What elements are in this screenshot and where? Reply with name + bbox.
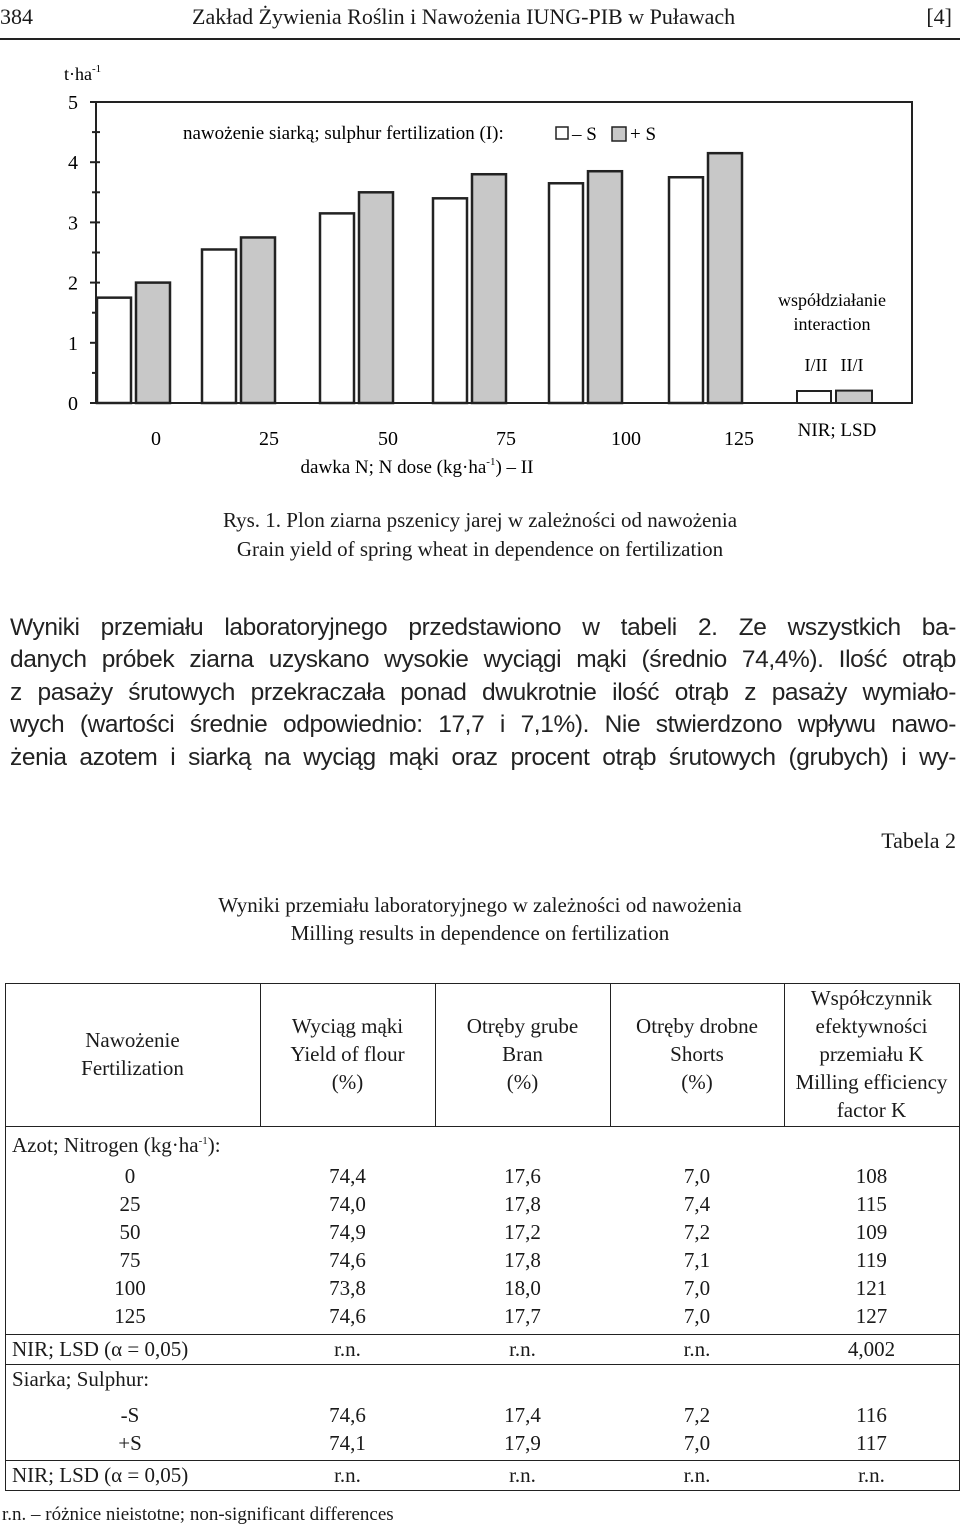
nitrogen-row-value: 7,4 bbox=[683, 1192, 711, 1216]
bar-minus-s bbox=[433, 198, 467, 403]
nitrogen-row-value: 17,8 bbox=[504, 1192, 541, 1216]
bar-plus-s bbox=[472, 174, 506, 403]
sulphur-row-value: 7,0 bbox=[683, 1431, 711, 1455]
nitrogen-row-label: 0 bbox=[124, 1164, 136, 1188]
x-tick-label: 25 bbox=[259, 428, 279, 450]
nitrogen-row-label: 25 bbox=[119, 1192, 141, 1216]
table-bottom-rule bbox=[5, 1490, 960, 1491]
label-text: Azot; Nitrogen (kg·ha bbox=[12, 1133, 199, 1157]
lsd-row-value: r.n. bbox=[858, 1463, 885, 1487]
nitrogen-row-value: 7,0 bbox=[683, 1276, 711, 1300]
lsd-row-value: r.n. bbox=[509, 1337, 536, 1361]
header-text: (%) bbox=[681, 1070, 713, 1094]
lsd-row-value: r.n. bbox=[683, 1463, 711, 1487]
bar-plus-s bbox=[588, 171, 622, 403]
sulphur-row-label: +S bbox=[118, 1431, 142, 1455]
bar-minus-s bbox=[669, 177, 703, 403]
body-line: wych (wartości średnie odpowiednio: 17,7 i 7,1%). Nie stwierdzono wpływu nawo- bbox=[10, 711, 956, 739]
nitrogen-row-value: 7,0 bbox=[683, 1164, 711, 1188]
header-text: (%) bbox=[506, 1070, 539, 1094]
header-text: efektywności bbox=[815, 1014, 928, 1038]
sulphur-row-value: 116 bbox=[856, 1403, 887, 1427]
sulphur-row-value: 74,1 bbox=[329, 1431, 366, 1455]
nitrogen-row-value: 17,7 bbox=[504, 1304, 541, 1328]
bar-plus-s bbox=[241, 237, 275, 403]
grain-yield-bar-chart bbox=[0, 40, 960, 530]
nitrogen-row-value: 17,8 bbox=[504, 1248, 541, 1272]
body-line: z pasaży śrutowych przekraczała ponad dwukrotnie ilość otrąb z pasaży wymiało- bbox=[10, 678, 956, 706]
nitrogen-row-value: 74,4 bbox=[329, 1164, 366, 1188]
sulphur-row-value: 17,9 bbox=[504, 1431, 541, 1455]
body-line: Wyniki przemiału laboratoryjnego przedstawiono w tabeli 2. Ze wszystkich ba- bbox=[10, 614, 956, 641]
y-tick-label: 2 bbox=[68, 272, 78, 295]
nitrogen-row-value: 119 bbox=[856, 1248, 887, 1272]
interaction-title-pl: współdziałanie bbox=[778, 290, 886, 310]
nitrogen-row-value: 7,0 bbox=[683, 1304, 711, 1328]
header-text: Milling efficiency bbox=[795, 1070, 948, 1094]
bar-minus-s bbox=[320, 213, 354, 403]
y-axis-label: $t\cdot ha^{-1}$ bbox=[64, 63, 102, 84]
table-label: Tabela 2 bbox=[881, 828, 956, 853]
body-line: żenia azotem i siarką na wyciąg mąki oraz procent otrąb śrutowych (grubych) i wy- bbox=[10, 743, 956, 771]
x-tick-label: 75 bbox=[496, 428, 516, 450]
x-tick-label: 100 bbox=[611, 428, 641, 450]
header-text: Fertilization bbox=[81, 1056, 184, 1080]
interaction-cat-label: II/I bbox=[840, 355, 864, 375]
x-tick-label: 50 bbox=[378, 428, 398, 450]
sulphur-section-label: Siarka; Sulphur: bbox=[12, 1367, 150, 1391]
nitrogen-row-value: 17,2 bbox=[504, 1220, 541, 1244]
nitrogen-row-value: 74,9 bbox=[329, 1220, 366, 1244]
table-title-pl: Wyniki przemiału laboratoryjnego w zależności od nawożenia bbox=[218, 893, 742, 917]
table-footnote: r.n. – różnice nieistotne; non-significant differences bbox=[2, 1504, 394, 1525]
nitrogen-row-value: 7,1 bbox=[683, 1248, 711, 1272]
lsd-bar bbox=[836, 391, 872, 403]
lsd-label: NIR; LSD bbox=[797, 420, 877, 441]
body-line: danych próbek ziarna uzyskano wysokie wyciągi mąki (średnio 74,4%). Ilość otrąb bbox=[10, 646, 956, 674]
y-tick-label: 0 bbox=[68, 393, 78, 415]
nitrogen-row-value: 127 bbox=[855, 1304, 888, 1328]
bar-plus-s bbox=[359, 192, 393, 403]
nitrogen-row-label: 125 bbox=[114, 1304, 146, 1328]
nitrogen-row-value: 74,0 bbox=[329, 1192, 366, 1216]
sulphur-row-value: 117 bbox=[856, 1431, 887, 1455]
y-tick-label: 4 bbox=[68, 152, 78, 175]
lsd-row-value: r.n. bbox=[334, 1337, 361, 1361]
bar-minus-s bbox=[97, 298, 131, 403]
label-sup: -1 bbox=[198, 1135, 208, 1147]
figure-caption-en: Grain yield of spring wheat in dependence on fertilization bbox=[236, 537, 724, 561]
sulphur-row-value: 17,4 bbox=[504, 1403, 541, 1427]
nitrogen-row-value: 73,8 bbox=[329, 1276, 366, 1300]
label-text: ): bbox=[207, 1133, 221, 1157]
header-text: przemiału K bbox=[819, 1042, 924, 1066]
y-tick-label: 3 bbox=[68, 212, 78, 235]
lsd-row-label: NIR; LSD (α = 0,05) bbox=[12, 1337, 189, 1361]
lsd-row-label: NIR; LSD (α = 0,05) bbox=[12, 1463, 189, 1487]
bar-plus-s bbox=[708, 153, 742, 403]
interaction-title-en: interaction bbox=[793, 314, 871, 334]
y-tick-label: 5 bbox=[68, 92, 78, 114]
header-text: factor K bbox=[836, 1098, 907, 1122]
nitrogen-row-label: 50 bbox=[119, 1220, 141, 1244]
legend-title: nawożenie siarką; sulphur fertilization (I): bbox=[183, 123, 504, 144]
header-text: (%) bbox=[331, 1070, 364, 1094]
bar-plus-s bbox=[136, 283, 170, 403]
reference-tag: [4] bbox=[926, 4, 952, 29]
legend-swatch-plus bbox=[612, 127, 626, 141]
lsd-bar bbox=[797, 391, 831, 403]
lsd-row-value: r.n. bbox=[334, 1463, 361, 1487]
x-tick-label: 0 bbox=[151, 428, 161, 450]
x-tick-label: 125 bbox=[724, 428, 754, 450]
header-text: Współczynnik bbox=[810, 986, 933, 1010]
nitrogen-row-label: 75 bbox=[119, 1248, 141, 1272]
header-text: Wyciąg mąki bbox=[291, 1014, 404, 1038]
header-text: Otręby grube bbox=[466, 1014, 579, 1038]
sulphur-row-label: -S bbox=[120, 1403, 140, 1427]
nitrogen-row-value: 108 bbox=[855, 1164, 888, 1188]
nitrogen-row-value: 109 bbox=[855, 1220, 888, 1244]
header-text: Shorts bbox=[670, 1042, 724, 1066]
lsd-row-value: 4,002 bbox=[847, 1337, 896, 1361]
nitrogen-row-label: 100 bbox=[114, 1276, 146, 1300]
legend-label-minus: – S bbox=[572, 124, 597, 145]
page-number: 384 bbox=[0, 4, 33, 29]
header-text: Nawożenie bbox=[85, 1028, 180, 1052]
header-text: Bran bbox=[502, 1042, 543, 1066]
nitrogen-row-value: 121 bbox=[855, 1276, 888, 1300]
header-flour-yield bbox=[260, 1012, 435, 1096]
sulphur-row-value: 7,2 bbox=[683, 1403, 711, 1427]
lsd-row-value: r.n. bbox=[509, 1463, 536, 1487]
nitrogen-row-value: 17,6 bbox=[504, 1164, 541, 1188]
header-text: Otręby drobne bbox=[636, 1014, 758, 1038]
lsd-row-value: r.n. bbox=[683, 1337, 711, 1361]
sulphur-row-value: 74,6 bbox=[329, 1403, 366, 1427]
nitrogen-row-value: 18,0 bbox=[504, 1276, 541, 1300]
nitrogen-row-value: 74,6 bbox=[329, 1304, 366, 1328]
header-text: Yield of flour bbox=[290, 1042, 405, 1066]
running-title: Zakład Żywienia Roślin i Nawożenia IUNG-PIB w Puławach bbox=[192, 4, 736, 29]
nitrogen-section-label bbox=[12, 1127, 221, 1159]
bar-minus-s bbox=[549, 183, 583, 403]
nitrogen-row-value: 74,6 bbox=[329, 1248, 366, 1272]
bar-minus-s bbox=[202, 249, 236, 403]
legend-swatch-minus bbox=[556, 127, 568, 139]
header-bran bbox=[435, 1012, 610, 1096]
nitrogen-row-value: 115 bbox=[856, 1192, 887, 1216]
y-tick-label: 1 bbox=[68, 332, 78, 355]
figure-caption-pl: Rys. 1. Plon ziarna pszenicy jarej w zależności od nawożenia bbox=[222, 508, 738, 532]
table-title-en: Milling results in dependence on fertilization bbox=[290, 921, 670, 945]
header-milling-factor bbox=[784, 984, 959, 1124]
x-axis-label: dawka N; N dose $(kg\cdot ha^{-1})$ – II bbox=[300, 456, 534, 478]
header-shorts bbox=[610, 1012, 784, 1096]
legend-label-plus: + S bbox=[630, 124, 657, 145]
nitrogen-row-value: 7,2 bbox=[683, 1220, 711, 1244]
header-fertilization bbox=[5, 1026, 260, 1082]
body-paragraph bbox=[10, 612, 956, 774]
interaction-cat-label: I/II bbox=[804, 355, 828, 375]
